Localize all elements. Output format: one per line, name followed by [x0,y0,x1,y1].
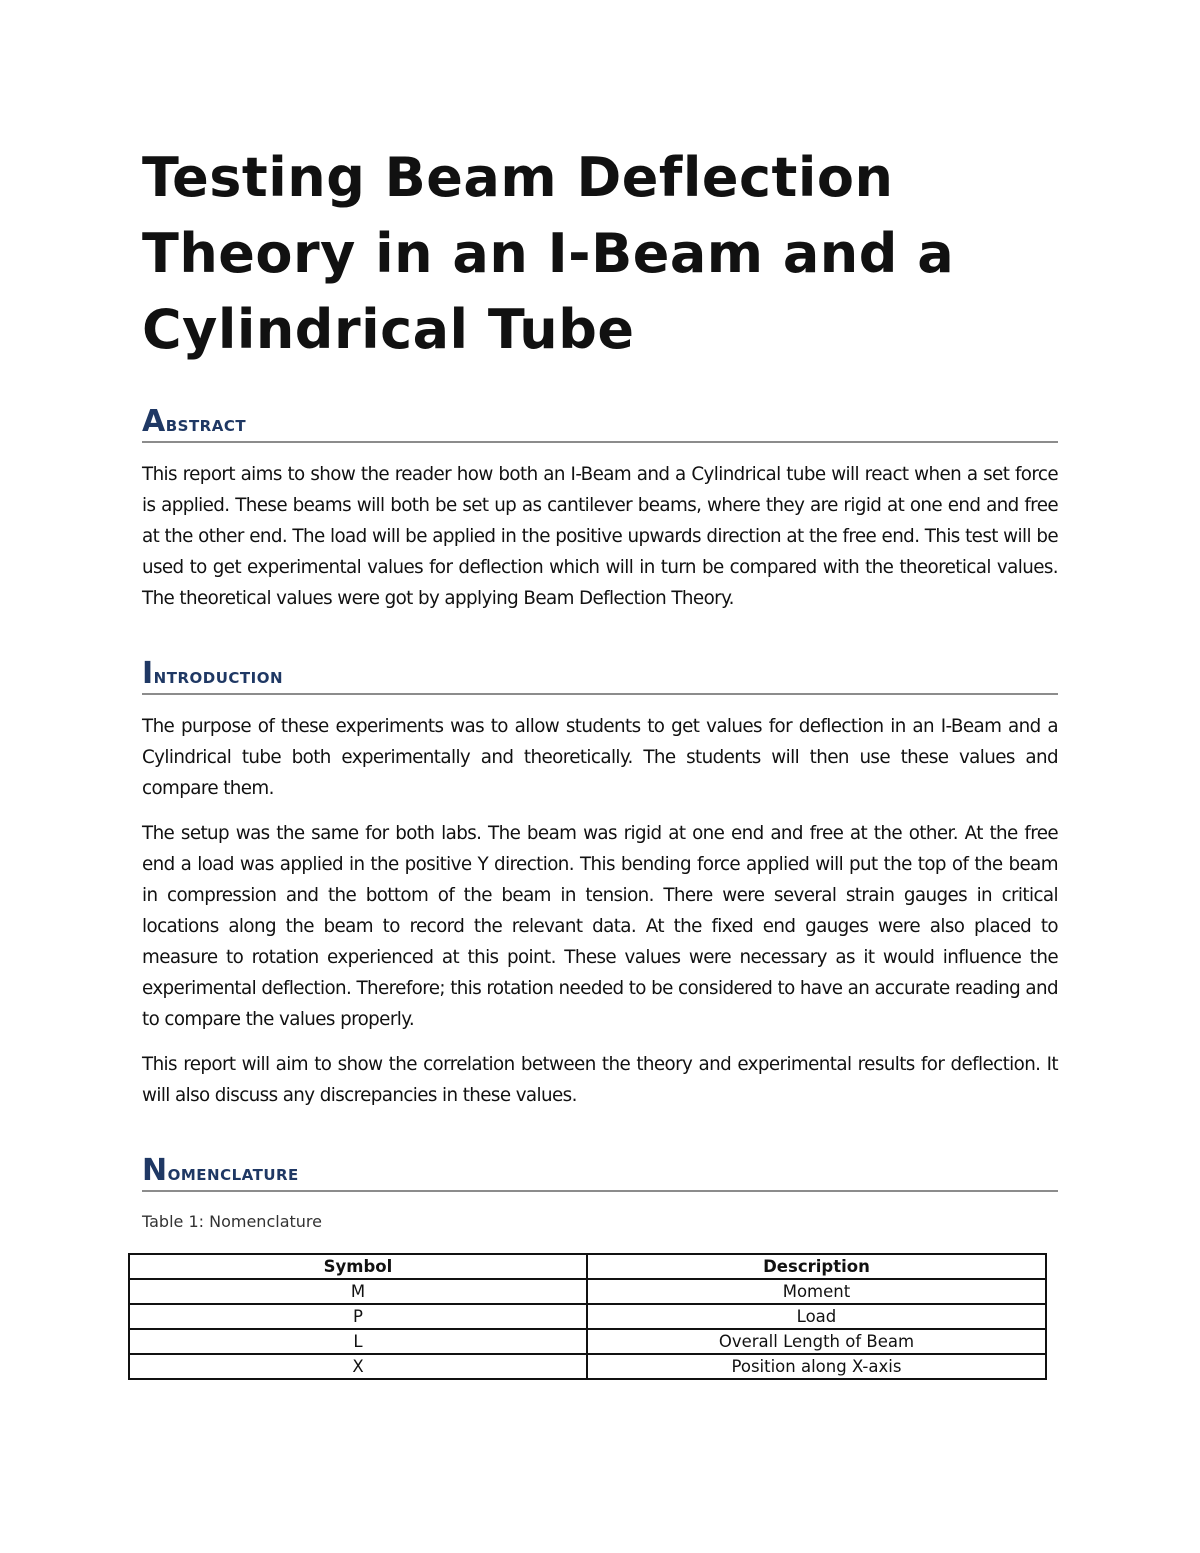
abstract-heading-rest: bstract [165,412,247,437]
document-title: Testing Beam Deflection Theory in an I-Beam and a Cylindrical Tube [142,146,955,361]
symbol-cell: M [129,1279,587,1304]
abstract-heading [142,404,1058,443]
nomenclature-heading-cap: N [142,1153,168,1188]
column-header-description: Description [587,1254,1046,1279]
description-cell: Position along X-axis [587,1354,1046,1379]
table-caption: Table 1: Nomenclature [142,1212,322,1231]
introduction-heading-cap: I [142,656,154,691]
nomenclature-table [128,1253,1047,1380]
table-row [129,1304,1046,1329]
description-cell: Overall Length of Beam [587,1329,1046,1354]
column-header-symbol: Symbol [129,1254,587,1279]
symbol-cell: L [129,1329,587,1354]
table-row [129,1279,1046,1304]
introduction-heading [142,656,1058,695]
description-cell: Moment [587,1279,1046,1304]
introduction-paragraph-3: This report will aim to show the correlation between the theory and experimental results for deflection. It will also discuss any discrepancies in these values. [142,1054,1058,1106]
nomenclature-heading [142,1153,1058,1192]
symbol-cell: X [129,1354,587,1379]
description-cell: Load [587,1304,1046,1329]
introduction-heading-rest: ntroduction [153,664,284,689]
table-row [129,1329,1046,1354]
document-page [142,140,1058,1231]
nomenclature-heading-rest: omenclature [167,1161,299,1186]
introduction-paragraph-1: The purpose of these experiments was to allow students to get values for deflection in an I-Beam and a Cylindrical tube both experimentally and theoretically. The students will then use these values and compare them. [142,716,1058,799]
abstract-paragraph: This report aims to show the reader how both an I-Beam and a Cylindrical tube will react when a set force is applied. These beams will both be set up as cantilever beams, where they are rigid at one end and free at the other end. The load will be applied in the positive upwards direction at the free end. This test will be used to get experimental values for deflection which will in turn be compared with the theoretical values. The theoretical values were got by applying Beam Deflection Theory. [142,464,1058,609]
symbol-cell: P [129,1304,587,1329]
table-row [129,1354,1046,1379]
table-header-row [129,1254,1046,1279]
introduction-paragraph-2: The setup was the same for both labs. The beam was rigid at one end and free at the other. At the free end a load was applied in the positive Y direction. This bending force applied will put the top of the beam in compression and the bottom of the beam in tension. There were several strain gauges in critical locations along the beam to record the relevant data. At the fixed end gauges were also placed to measure to rotation experienced at this point. These values were necessary as it would influence the experimental deflection. Therefore; this rotation needed to be considered to have an accurate reading and to compare the values properly. [142,823,1058,1030]
abstract-heading-cap: A [142,404,166,439]
